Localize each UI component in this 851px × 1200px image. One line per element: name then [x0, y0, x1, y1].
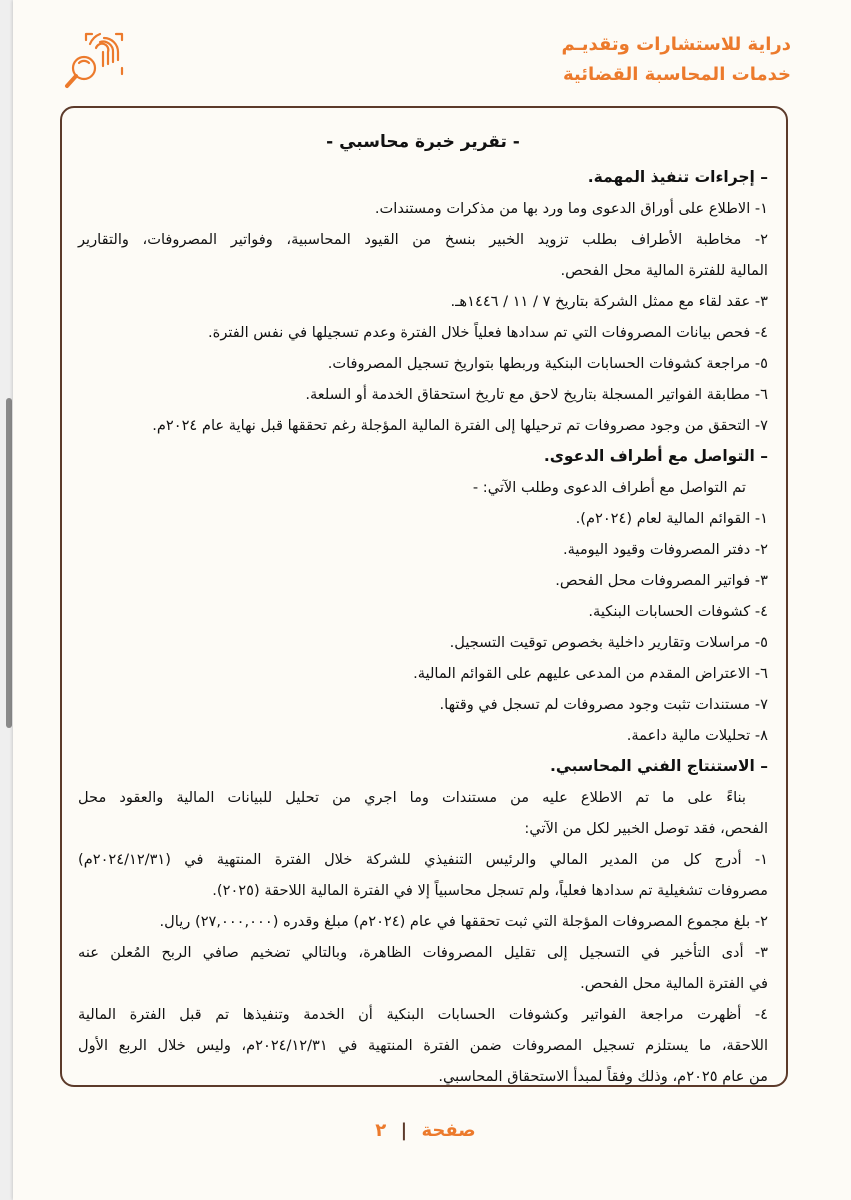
conclusion-item: في الفترة المالية محل الفحص.	[580, 975, 768, 992]
conclusion-item: من عام ٢٠٢٥م، وذلك وفقاً لمبدأ الاستحقاق المحاسبي.	[438, 1068, 768, 1085]
procedure-item: ١- الاطلاع على أوراق الدعوى وما ورد بها من مذكرات ومستندات.	[374, 200, 768, 217]
communication-item: ٢- دفتر المصروفات وقيود اليومية.	[562, 541, 768, 558]
fingerprint-magnifier-icon	[60, 22, 132, 94]
page-label: صفحة	[421, 1120, 476, 1141]
procedure-item: ٤- فحص بيانات المصروفات التي تم سدادها فعلياً خلال الفترة وعدم تسجيلها في نفس الفترة.	[208, 324, 768, 341]
procedure-item: ٢- مخاطبة الأطراف بطلب تزويد الخبير بنسخ من القيود المحاسبية، وفواتير المصروفات، والتقارير	[78, 231, 768, 248]
scrollbar[interactable]	[6, 398, 12, 728]
report-title: - تقرير خبرة محاسبي -	[326, 132, 520, 152]
conclusion-item: ٣- أدى التأخير في التسجيل إلى تقليل المصروفات الظاهرة، وبالتالي تضخيم صافي الربح المُعلن عنه	[78, 944, 768, 961]
conclusion-item: اللاحقة، ما يستلزم تسجيل المصروفات ضمن الفترة المنتهية في ٢٠٢٤/١٢/٣١م، وليس خلال الربع الأول	[78, 1037, 768, 1054]
communication-item: ٥- مراسلات وتقارير داخلية بخصوص توقيت التسجيل.	[449, 634, 768, 651]
conclusion-intro: بناءً على ما تم الاطلاع عليه من مستندات وما اجري من تحليل للبيانات المالية والعقود محل	[78, 789, 746, 806]
page-footer	[0, 1120, 851, 1141]
communication-item: ١- القوائم المالية لعام (٢٠٢٤م).	[575, 510, 768, 527]
service-name: خدمات المحاسبة القضائية	[563, 64, 791, 85]
procedure-item: المالية للفترة المالية محل الفحص.	[560, 262, 768, 279]
procedure-item: ٦- مطابقة الفواتير المسجلة بتاريخ لاحق مع تاريخ استحقاق الخدمة أو السلعة.	[305, 386, 768, 403]
page-number: ٢	[375, 1120, 387, 1141]
procedures-heading: – إجراءات تنفيذ المهمة.	[587, 168, 768, 186]
communication-item: ٧- مستندات تثبت وجود مصروفات لم تسجل في وقتها.	[439, 696, 768, 713]
conclusion-item: ٢- بلغ مجموع المصروفات المؤجلة التي ثبت تحققها في عام (٢٠٢٤م) مبلغ وقدره (٢٧,٠٠٠,٠٠٠) ريال.	[159, 913, 768, 930]
conclusion-item: ١- أدرج كل من المدير المالي والرئيس التنفيذي للشركة خلال الفترة المنتهية في (٢٠٢٤/١٢/٣١م)	[78, 851, 768, 868]
procedure-item: ٣- عقد لقاء مع ممثل الشركة بتاريخ ٧ / ١١ / ١٤٤٦هـ.	[450, 293, 768, 310]
procedure-item: ٥- مراجعة كشوفات الحسابات البنكية وربطها بتواريخ تسجيل المصروفات.	[327, 355, 768, 372]
header	[562, 30, 791, 90]
conclusion-item: مصروفات تشغيلية تم سدادها فعلياً، ولم تسجل محاسبياً إلا في الفترة المالية اللاحقة (٢٠٢٥).	[212, 882, 768, 899]
page-separator: |	[400, 1120, 408, 1141]
communication-item: ٨- تحليلات مالية داعمة.	[626, 727, 768, 744]
company-name: دراية للاستشارات وتقديـم	[561, 34, 791, 55]
report-body	[78, 122, 768, 1092]
communication-item: ٦- الاعتراض المقدم من المدعى عليهم على القوائم المالية.	[413, 665, 768, 682]
conclusion-heading: – الاستنتاج الفني المحاسبي.	[550, 757, 768, 775]
communication-item: ٤- كشوفات الحسابات البنكية.	[588, 603, 768, 620]
procedure-item: ٧- التحقق من وجود مصروفات تم ترحيلها إلى الفترة المالية المؤجلة رغم تحققها قبل نهاية عام ٢٠٢٤م.	[152, 417, 768, 434]
conclusion-item: ٤- أظهرت مراجعة الفواتير وكشوفات الحسابات البنكية أن الخدمة وتنفيذها تم قبل الفترة المالية	[78, 1006, 768, 1023]
communication-item: ٣- فواتير المصروفات محل الفحص.	[555, 572, 768, 589]
communication-intro: تم التواصل مع أطراف الدعوى وطلب الآتي: -	[472, 479, 746, 496]
conclusion-intro: الفحص، فقد توصل الخبير لكل من الآتي:	[524, 820, 768, 837]
communication-heading: – التواصل مع أطراف الدعوى.	[543, 447, 768, 465]
